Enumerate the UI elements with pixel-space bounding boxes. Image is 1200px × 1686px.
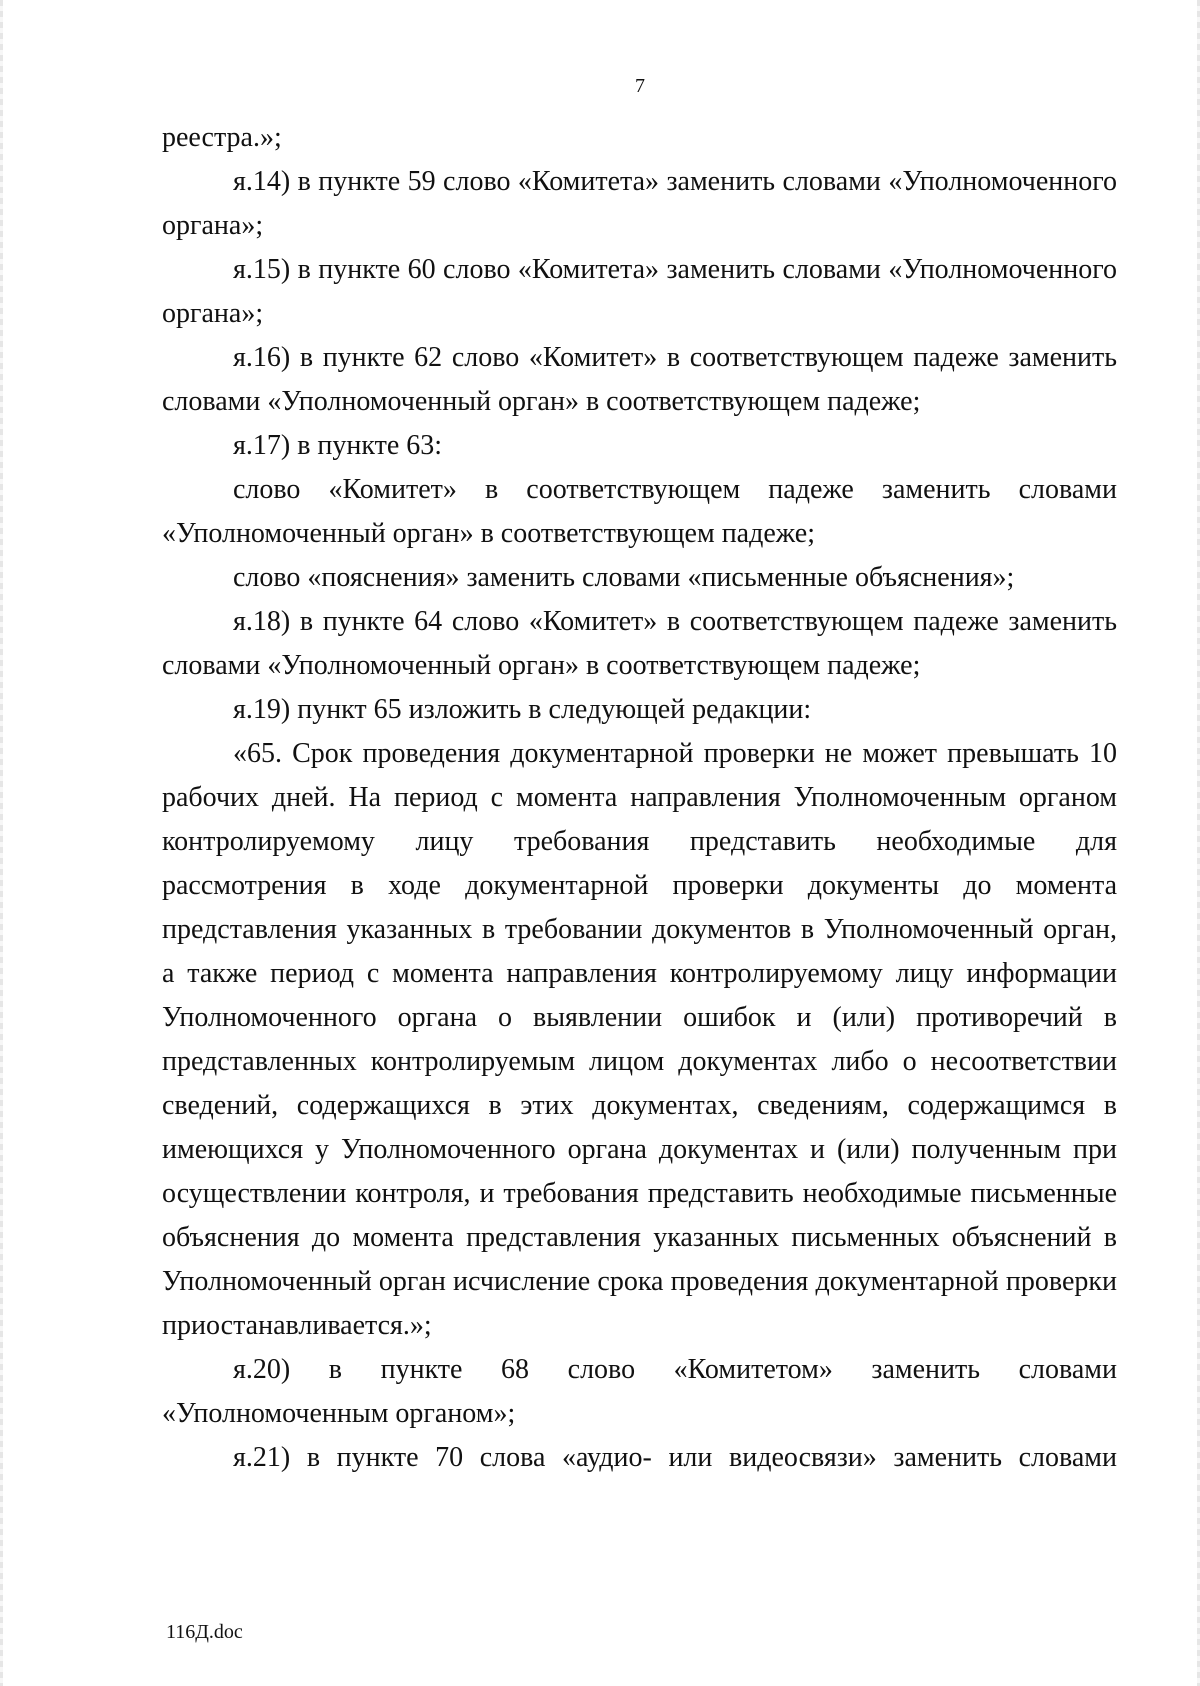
paragraph: я.14) в пункте 59 слово «Комитета» заменить словами «Уполномоченного органа»;: [162, 166, 1117, 241]
document-footer-filename: 116Д.doc: [166, 1621, 243, 1643]
paragraph: слово «пояснения» заменить словами «письменные объяснения»;: [233, 562, 1015, 593]
paragraph: я.19) пункт 65 изложить в следующей редакции:: [233, 694, 812, 725]
paragraph: я.21) в пункте 70 слова «аудио- или видеосвязи» заменить словами: [233, 1442, 1117, 1473]
document-body: [162, 116, 1117, 1480]
paragraph: я.17) в пункте 63:: [233, 430, 443, 461]
paragraph: «65. Срок проведения документарной проверки не может превышать 10 рабочих дней. На период с момента направления Уполномоченным органом контролируемому лицу требования представить необходимые для рассмотрения в ходе документарной проверки документы до момента представления указанных в требовании документов в Уполномоченный орган, а также период с момента направления контролируемому лицу информации Уполномоченного органа о выявлении ошибок и (или) противоречий в представленных контролируемым лицом документах либо о несоответствии сведений, содержащихся в этих документах, сведениям, содержащимся в имеющихся у Уполномоченного органа документах и (или) полученным при осуществлении контроля, и требования представить необходимые письменные объяснения до момента представления указанных письменных объяснений в Уполномоченный орган исчисление срока проведения документарной проверки приостанавливается.»;: [162, 738, 1117, 1341]
paragraph: реестра.»;: [162, 122, 282, 153]
paragraph: я.18) в пункте 64 слово «Комитет» в соответствующем падеже заменить словами «Уполномоченный орган» в соответствующем падеже;: [162, 606, 1117, 681]
paragraph: я.15) в пункте 60 слово «Комитета» заменить словами «Уполномоченного органа»;: [162, 254, 1117, 329]
paragraph: слово «Комитет» в соответствующем падеже заменить словами «Уполномоченный орган» в соответствующем падеже;: [162, 474, 1117, 549]
paragraph: я.16) в пункте 62 слово «Комитет» в соответствующем падеже заменить словами «Уполномоченный орган» в соответствующем падеже;: [162, 342, 1117, 417]
scan-edge-left: [0, 0, 3, 1686]
paragraph: я.20) в пункте 68 слово «Комитетом» заменить словами «Уполномоченным органом»;: [162, 1354, 1117, 1429]
page-number: 7: [635, 75, 645, 97]
